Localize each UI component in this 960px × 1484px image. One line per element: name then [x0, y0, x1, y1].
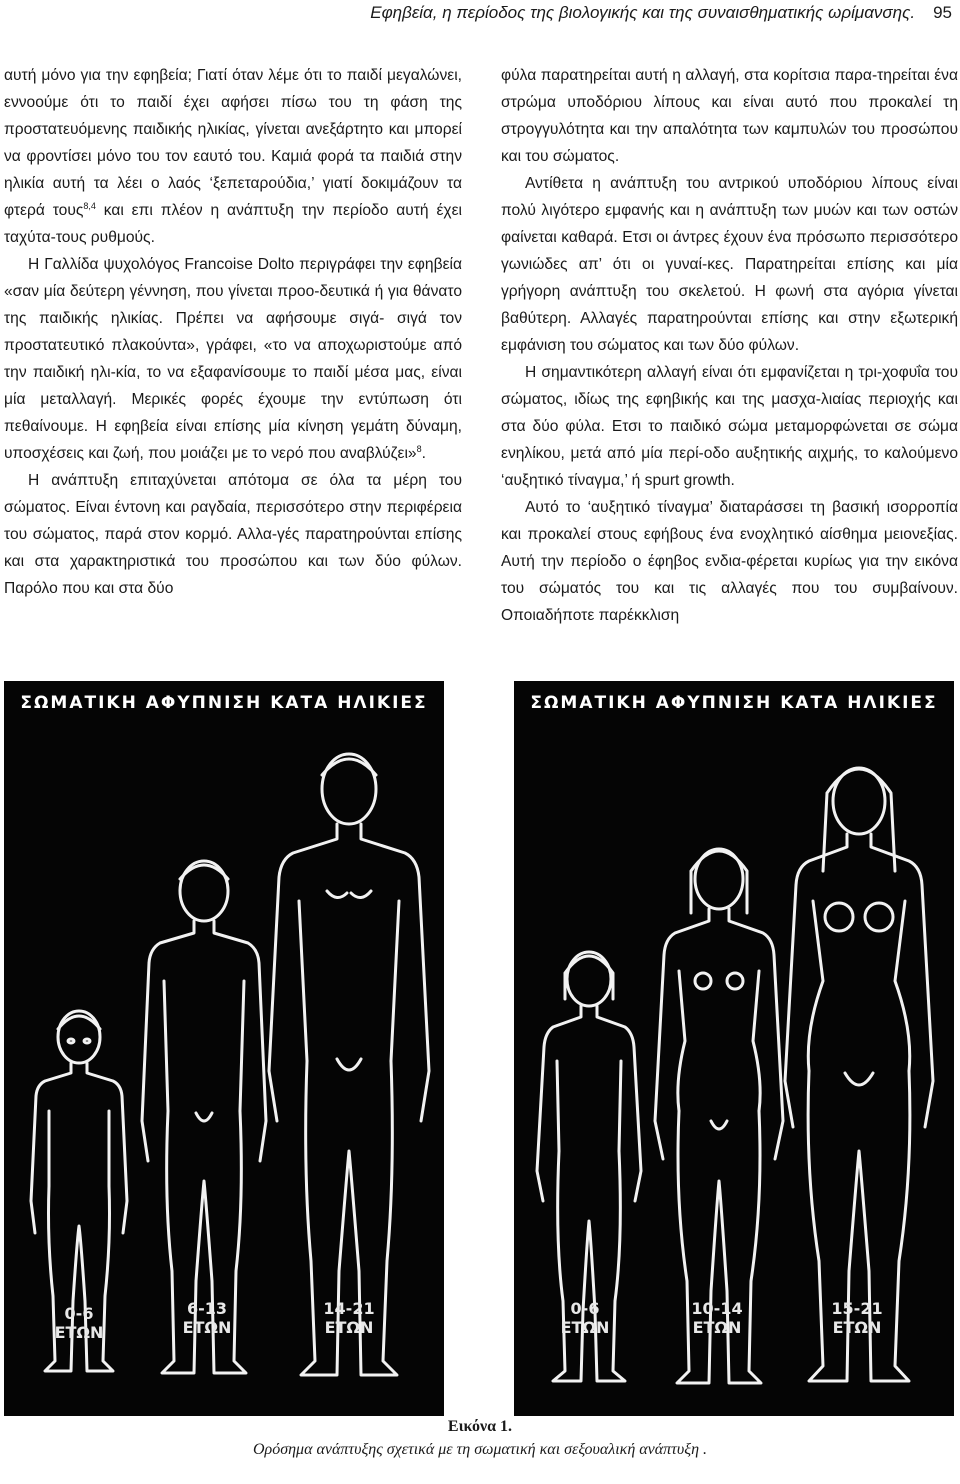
- age-range: 14-21: [323, 1299, 375, 1318]
- age-range: 0-6: [64, 1304, 94, 1323]
- age-unit: ΕΤΩΝ: [182, 1318, 232, 1337]
- figure-title: ΣΩΜΑΤΙΚΗ ΑΦΥΠΝΙΣΗ ΚΑΤΑ ΗΛΙΚΙΕΣ: [530, 693, 938, 713]
- figure-caption-label: Εικόνα 1.: [447, 1418, 513, 1435]
- figure-male-development: [4, 681, 444, 1416]
- age-unit: ΕΤΩΝ: [832, 1318, 882, 1337]
- paragraph-text: .: [421, 445, 426, 462]
- figure-caption-text: Ορόσημα ανάπτυξης σχετικά με τη σωματική και σεξουαλική ανάπτυξη .: [252, 1441, 708, 1458]
- figure-boy-outline: [142, 861, 266, 1373]
- paragraph: [4, 251, 462, 467]
- age-unit: ΕΤΩΝ: [560, 1318, 610, 1337]
- left-text-column: [4, 62, 462, 602]
- age-label: [550, 1299, 620, 1337]
- figure-woman-outline: [785, 768, 933, 1381]
- age-label: [822, 1299, 892, 1337]
- paragraph: Αυτό το ‘αυξητικό τίναγμα’ διαταράσσει τη βασική ισορροπία και προκαλεί στους εφήβους ένα ενοχλητικό αίσθημα μειονεξίας. Αυτή την περίοδο ο έφηβος ενδια-φέρεται κυρίως για την εικόνα του σώματός του και τις αλλαγές που του συμβαίνουν. Οποιαδήποτε παρέκκλιση: [501, 499, 958, 624]
- paragraph-text: αυτή μόνο για την εφηβεία; Γιατί όταν λέμε ότι το παιδί μεγαλώνει, εννοούμε ότι το παιδί έχει αφήσει πίσω του τη φάση της προστατευόμενης παιδικής ηλικίας, γίνεται ανεξάρτητο και μπορεί να φροντίσει μόνο του τον εαυτό του. Καμιά φορά τα παιδιά στην ηλικία αυτή τα λέει ο λαός ‘ξεπεταρούδια,’ γιατί δοκιμάζουν τα φτερά τους: [4, 67, 462, 219]
- age-range: 6-13: [186, 1299, 228, 1318]
- age-label: [44, 1304, 114, 1342]
- paragraph: φύλα παρατηρείται αυτή η αλλαγή, στα κορίτσια παρα-τηρείται ένα στρώμα υποδόριου λίπους και είναι αυτό που προκαλεί τη στρογγυλότητα και την απαλότητα των καμπυλών του προσώπου και του σώματος.: [501, 67, 958, 165]
- age-range: 0-6: [570, 1299, 600, 1318]
- age-label: [314, 1299, 384, 1337]
- citation-ref: 8: [416, 444, 422, 454]
- paragraph-text: Η Γαλλίδα ψυχολόγος Francoise Dolto περιγράφει την εφηβεία «σαν μία δεύτερη γέννηση, που γίνεται προο-δευτικά ή για θάνατο της παιδικής ηλικίας. Πρέπει να αφήσουμε σιγά- σιγά τον προστατευτικό πλακούντα», γράφει, «το να αποχωριστούμε από την παιδική ηλι-κία, το να εξαφανίσουμε το παιδί μέσα μας, είναι μία μεταλλαγή. Μερικές φορές έχουμε την εντύπωση ότι πεθαίνουμε. Η εφηβεία είναι επίσης μία κίνηση γεμάτη δύναμη, υποσχέσεις και ζωή, που μοιάζει με το νερό που αναβλύζει»: [4, 256, 462, 462]
- age-label: [172, 1299, 242, 1337]
- age-unit: ΕΤΩΝ: [324, 1318, 374, 1337]
- running-title: Εφηβεία, η περίοδος της βιολογικής και της συναισθηματικής ωρίμανσης.: [370, 3, 916, 22]
- paragraph-text: και επι πλέον η ανάπτυξη την περίοδο αυτή έχει ταχύτα-τους ρυθμούς.: [4, 202, 462, 246]
- right-text-column: [501, 62, 958, 629]
- running-header: [370, 0, 952, 28]
- age-unit: ΕΤΩΝ: [54, 1323, 104, 1342]
- figure-title: ΣΩΜΑΤΙΚΗ ΑΦΥΠΝΙΣΗ ΚΑΤΑ ΗΛΙΚΙΕΣ: [20, 693, 428, 713]
- age-label: [682, 1299, 752, 1337]
- paragraph: [4, 62, 462, 251]
- page-number: 95: [933, 3, 952, 22]
- paragraph: Η σημαντικότερη αλλαγή είναι ότι εμφανίζεται η τρι-χοφυΐα του σώματος, ιδίως της εφηβικής και της μασχα-λιαίας περιοχής και στα δύο φύλα. Ετσι το παιδικό σώμα μεταμορφώνεται σε σώμα ενηλίκου, μετά από μία περί-οδο αυξητικής αιχμής, το καλούμενο ‘αυξητικό τίναγμα,’ ή spurt growth.: [501, 364, 958, 489]
- paragraph: Αντίθετα η ανάπτυξη του αντρικού υποδόριου λίπους είναι πολύ λιγότερο εμφανής και η ανάπτυξη των μυών και των οστών φαίνεται καθαρά. Ετσι οι άντρες έχουν ένα πρόσωπο περισσότερο γωνιώδες απ’ ότι οι γυναί-κες. Παρατηρείται επίσης και μία γρήγορη ανάπτυξη του σκελετού. Η φωνή στα αγόρια γίνεται βαθύτερη. Αλλαγές παρατηρούνται επίσης και στην εξωτερική εμφάνιση του σώματος και των δύο φύλων.: [501, 175, 958, 354]
- age-range: 15-21: [831, 1299, 883, 1318]
- figure-man-outline: [269, 754, 429, 1375]
- figure-female-development: [514, 681, 954, 1416]
- paragraph: Η ανάπτυξη επιταχύνεται απότομα σε όλα τα μέρη του σώματος. Είναι έντονη και ραγδαία, περισσότερο στην περιφέρεια του σώματος, παρά στον κορμό. Αλλα-γές παρατηρούνται επίσης και στα χαρακτηριστικά του προσώπου και των δύο φύλων. Παρόλο που και στα δύο: [4, 472, 462, 597]
- age-unit: ΕΤΩΝ: [692, 1318, 742, 1337]
- age-range: 10-14: [691, 1299, 743, 1318]
- citation-ref: 8,4: [83, 201, 96, 211]
